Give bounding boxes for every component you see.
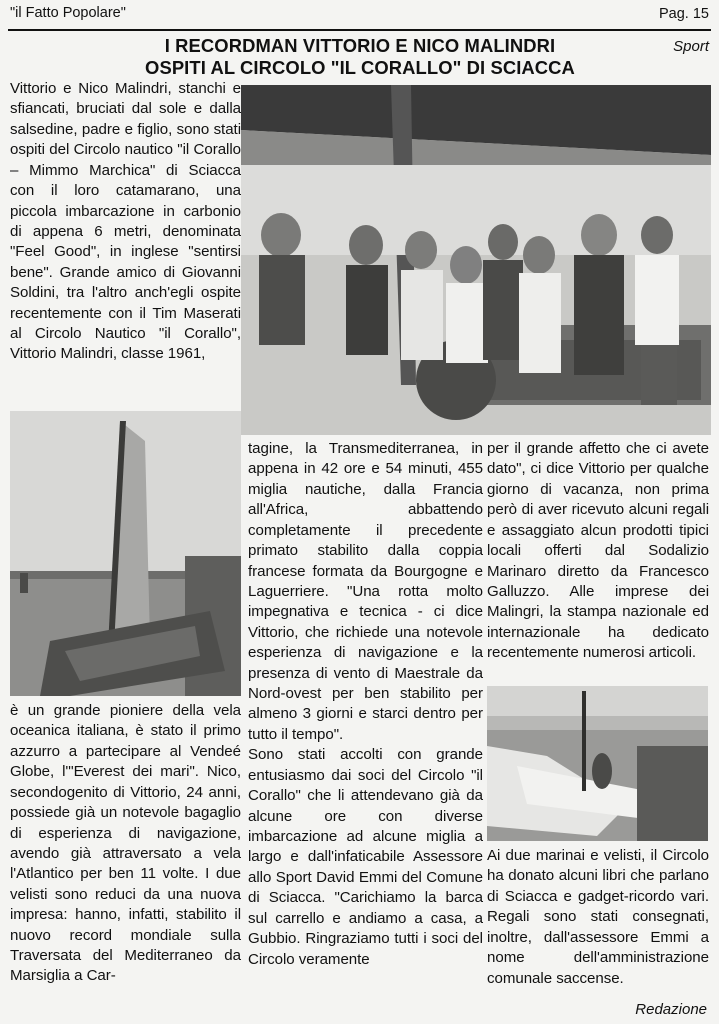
- article-title: [70, 35, 650, 78]
- harbor-photo: [487, 686, 708, 841]
- column-3-top: [487, 439, 709, 664]
- paragraph: Vittorio e Nico Malindri, stanchi e sfiancati, bruciati dal sole e dalla salsedine, padre e figlio, sono stati ospiti del Circolo nautico "il Corallo – Mimmo Marchica" di Sciacca con il loro catamarano, una piccola imbarcazione in carbonio di appena 6 metri, denominata "Feel Good", in inglese "sentirsi bene". Grande amico di Giovanni Soldini, tra l'altro anch'egli ospite recentemente con il Tim Maserati al Circolo Nautico "il Corallo", Vittorio Malindri, classe 1961,: [10, 80, 241, 363]
- catamaran-photo: [10, 411, 241, 696]
- publication-name: "il Fatto Popolare": [10, 5, 126, 21]
- paragraph: tagine, la Transmediterranea, in appena in 42 ore e 54 minuti, 455 miglia nautiche, dalla Francia all'Africa, abbattendo completamente il precedente primato stabilito dalla coppia francese formata da Bourgogne e Laguerriere. "Una rotta molto impegnativa e tecnica - ci dice Vittorio, che richiede una notevole esperienza di navigazione e la presenza di vento di Maestrale da Nord-ovest per ben stabilito per almeno 3 giorni e starci dentro per tutto il tempo".: [248, 440, 483, 743]
- header-rule: [8, 29, 711, 31]
- paragraph: per il grande affetto che ci avete dato", ci dice Vittorio per qualche giorno di vacanza, non prima però di aver ricevuto alcuni regali e assaggiato alcun prodotti tipici locali offerti dal Sodalizio Marinaro diretto da Francesco Galluzzo. Alle imprese dei Malingri, la stampa nazionale ed internazionale ha dedicato recentemente numerosi articoli.: [487, 440, 709, 662]
- column-1-top: [10, 79, 241, 365]
- section-label: Sport: [673, 38, 709, 55]
- author-signature: Redazione: [635, 1001, 707, 1018]
- title-line-2: OSPITI AL CIRCOLO "IL CORALLO" DI SCIACCA: [145, 56, 575, 78]
- column-2: [248, 439, 483, 970]
- paragraph: Sono stati accolti con grande entusiasmo dai soci del Circolo "il Corallo" che li attendevano già da alcune ore con diverse imbarcazione ad alcune miglia a largo e dall'infaticabile Assessore allo Sport David Emmi del Comune di Sciacca. "Carichiamo la barca sul carrello e andiamo a casa, a Gubbio. Ringraziamo tutti i soci del Circolo veramente: [248, 746, 483, 968]
- group-photo: [241, 85, 711, 435]
- column-3-bottom: [487, 846, 709, 989]
- title-line-1: I RECORDMAN VITTORIO E NICO MALINDRI: [164, 35, 556, 56]
- paragraph: Ai due marinai e velisti, il Circolo ha donato alcuni libri che parlano di Sciacca e gadget-ricordo vari. Regali sono stati consegnati, inoltre, dall'assessore Emmi a nome dell'amministrazione comunale saccense.: [487, 847, 709, 987]
- paragraph: è un grande pioniere della vela oceanica italiana, è stato il primo azzurro a partecipare al Vendeé Globe, l'"Everest dei mari". Nico, secondogenito di Vittorio, 24 anni, possiede già un notevole bagaglio di esperienza di navigazione, avendo già attraversato a vela l'Atlantico per ben 11 volte. I due velisti sono reduci da una nuova impresa: hanno, infatti, stabilito il nuovo record mondiale sulla Traversata del Mediterraneo da Marsiglia a Car-: [10, 702, 241, 985]
- page-number: Pag. 15: [659, 6, 709, 22]
- column-1-bottom: [10, 701, 241, 987]
